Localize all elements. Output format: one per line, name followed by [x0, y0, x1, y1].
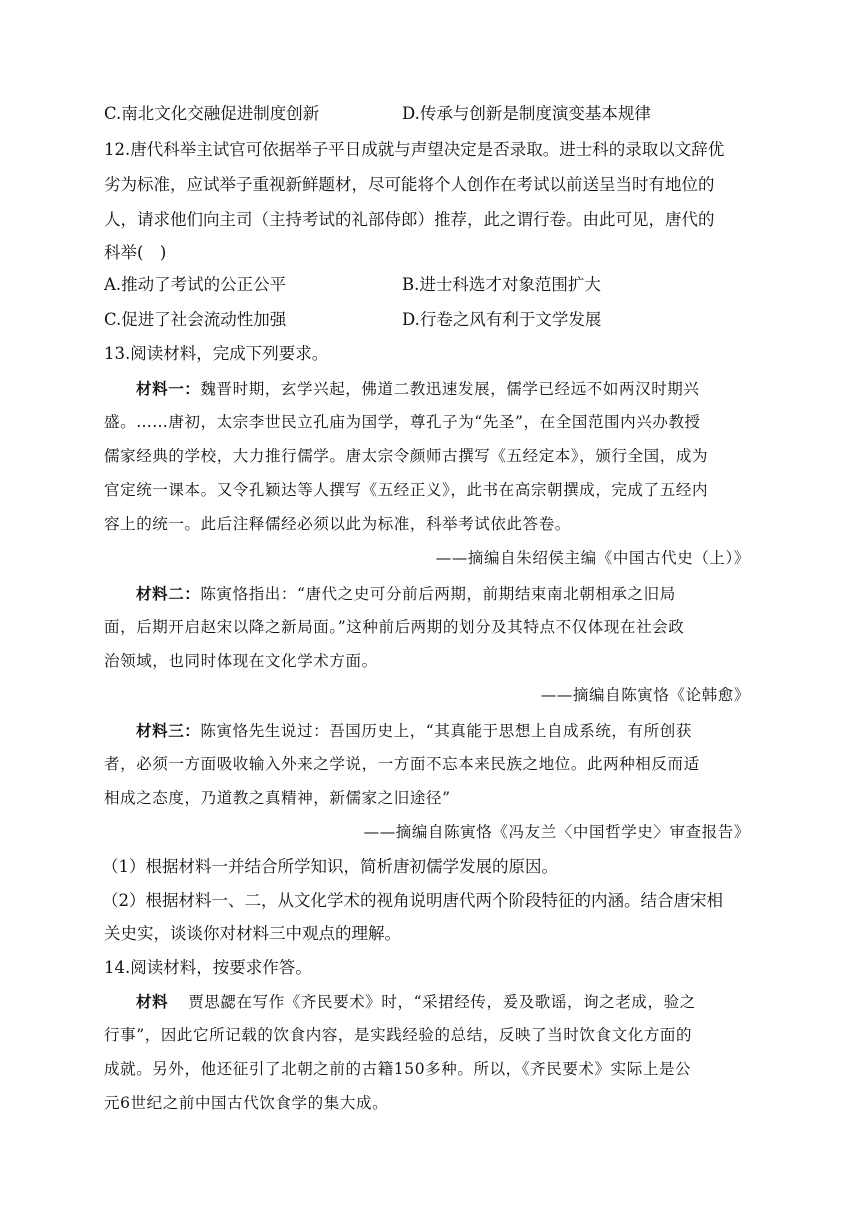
q11-option-d: D.传承与创新是制度演变基本规律: [402, 104, 651, 123]
q13-material1-line: 材料一：魏晋时期，玄学兴起，佛道二教迅速发展，儒学已经远不如两汉时期兴: [136, 379, 700, 398]
q12-option-c: C.促进了社会流动性加强: [104, 310, 287, 329]
q12-option-a: A.推动了考试的公正公平: [104, 275, 287, 294]
q12-option-b: B.进士科选才对象范围扩大: [402, 275, 601, 294]
q12-option-d: D.行卷之风有利于文学发展: [402, 310, 602, 329]
q14-material-line: 行事”，因此它所记载的饮食内容，是实践经验的总结，反映了当时饮食文化方面的: [104, 1026, 693, 1044]
q13-subquestion-1: （1）根据材料一并结合所学知识，简析唐初儒学发展的原因。: [102, 857, 558, 876]
q13-material1-line: 盛。……唐初，太宗李世民立孔庙为国学，尊孔子为“先圣”，在全国范围内兴办教授: [104, 413, 701, 431]
q13-material2-source: ——摘编自陈寅恪《论韩愈》: [540, 686, 750, 704]
q13-material3-source: ——摘编自陈寅恪《冯友兰〈中国哲学史〉审查报告》: [363, 823, 750, 841]
q13-material2-line: 面，后期开启赵宋以降之新局面。”这种前后两期的划分及其特点不仅体现在社会政: [104, 618, 685, 636]
material2-label: 材料二：: [136, 584, 201, 603]
q13-material3-line: 相成之态度，乃道教之真精神，新儒家之旧途径”: [104, 789, 451, 807]
q14-material-label: 材料: [136, 992, 169, 1011]
q14-material-line: 元6世纪之前中国古代饮食学的集大成。: [104, 1094, 389, 1112]
q13-subquestion-2: （2）根据材料一、二，从文化学术的视角说明唐代两个阶段特征的内涵。结合唐宋相: [102, 891, 723, 910]
q13-material2-line: 治领域，也同时体现在文化学术方面。: [104, 652, 378, 670]
q13-material1-line: 儒家经典的学校，大力推行儒学。唐太宗令颜师古撰写《五经定本》，颁行全国，成为: [104, 447, 709, 465]
q13-material3-line: 者，必须一方面吸收输入外来之学说，一方面不忘本来民族之地位。此两种相反而适: [104, 755, 700, 773]
material1-label: 材料一：: [136, 379, 201, 398]
q13-material1-source: ——摘编自朱绍侯主编《中国古代史（上）》: [435, 549, 750, 567]
q12-stem-line: 劣为标准，应试举子重视新鲜题材，尽可能将个人创作在考试以前送呈当时有地位的: [104, 175, 715, 194]
q14-material-line: 材料 贾思勰在写作《齐民要术》时，“采捃经传，爰及歌谣，询之老成，验之: [136, 992, 696, 1011]
q13-material2-line: 材料二：陈寅恪指出：“唐代之史可分前后两期，前期结束南北朝相承之旧局: [136, 584, 676, 603]
material3-label: 材料三：: [136, 721, 201, 740]
q12-stem-line: 12.唐代科举主试官可依据举子平日成就与声望决定是否录取。进士科的录取以文辞优: [104, 140, 725, 159]
q11-option-c: C.南北文化交融促进制度创新: [104, 104, 320, 123]
q13-material3-line: 材料三：陈寅恪先生说过：吾国历史上，“其真能于思想上自成系统，有所创获: [136, 721, 692, 740]
q12-stem-line: 科举( ): [104, 243, 167, 262]
q13-stem: 13.阅读材料，完成下列要求。: [104, 344, 329, 363]
q13-subquestion-2-cont: 关史实，谈谈你对材料三中观点的理解。: [104, 924, 401, 943]
q12-stem-line: 人，请求他们向主司（主持考试的礼部侍郎）推荐，此之谓行卷。由此可见，唐代的: [104, 210, 715, 229]
q14-stem: 14.阅读材料，按要求作答。: [104, 958, 312, 977]
q13-material1-line: 官定统一课本。又令孔颖达等人撰写《五经正义》，此书在高宗朝撰成，完成了五经内: [104, 481, 709, 499]
q14-material-line: 成就。另外，他还征引了北朝之前的古籍150多种。所以，《齐民要术》实际上是公: [104, 1060, 692, 1078]
q13-material1-line: 容上的统一。此后注释儒经必须以此为标准，科举考试依此答卷。: [104, 515, 571, 533]
